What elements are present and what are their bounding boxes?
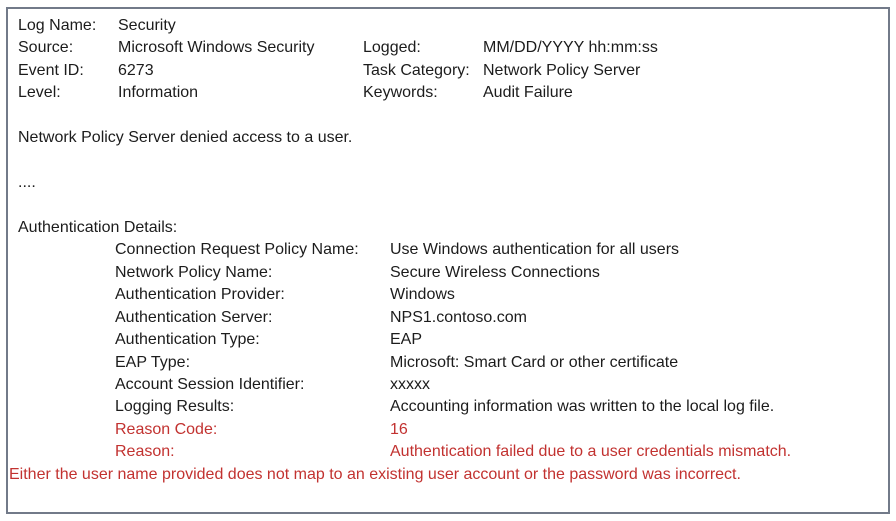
event-id-label: Event ID: <box>18 61 84 79</box>
error-explanation-text: Either the user name provided does not map to an existing user account or the password was incorrect. <box>9 465 741 483</box>
network-policy-name-row <box>8 262 888 284</box>
detail-value: Secure Wireless Connections <box>390 263 600 281</box>
reason-code-row <box>8 419 888 441</box>
keywords-value: Audit Failure <box>483 84 573 102</box>
level-value: Information <box>118 84 199 102</box>
detail-value: 16 <box>390 420 408 438</box>
reason-row <box>8 441 888 463</box>
detail-value: Microsoft: Smart Card or other certificate <box>390 353 679 371</box>
event-id-value: 6273 <box>118 61 154 79</box>
level-row <box>8 82 888 104</box>
spacer-line <box>8 195 888 217</box>
event-description: Network Policy Server denied access to a user. <box>18 129 353 147</box>
task-category-label: Task Category: <box>363 61 470 79</box>
eap-type-row <box>8 352 888 374</box>
source-value: Microsoft Windows Security <box>118 39 315 57</box>
detail-value: Authentication failed due to a user credentials mismatch. <box>390 443 792 461</box>
logging-results-row <box>8 396 888 418</box>
source-label: Source: <box>18 39 74 57</box>
level-label: Level: <box>18 84 61 102</box>
event-id-row <box>8 60 888 82</box>
detail-label: Authentication Server: <box>115 308 273 326</box>
detail-value: Windows <box>390 286 455 304</box>
logged-value: MM/DD/YYYY hh:mm:ss <box>483 39 658 57</box>
detail-label: EAP Type: <box>115 353 191 371</box>
log-name-row <box>8 15 888 37</box>
detail-label: Network Policy Name: <box>115 263 273 281</box>
detail-value: EAP <box>390 331 423 349</box>
keywords-label: Keywords: <box>363 84 438 102</box>
spacer-line <box>8 105 888 127</box>
connection-request-policy-row <box>8 239 888 261</box>
detail-label: Authentication Provider: <box>115 286 285 304</box>
detail-value: NPS1.contoso.com <box>390 308 527 326</box>
account-session-identifier-row <box>8 374 888 396</box>
task-category-value: Network Policy Server <box>483 61 641 79</box>
log-name-value: Security <box>118 17 176 34</box>
detail-value: Use Windows authentication for all users <box>390 241 680 259</box>
detail-label: Reason: <box>115 443 175 461</box>
detail-value: xxxxx <box>390 376 430 393</box>
ellipsis-text: .... <box>18 174 36 192</box>
authentication-type-row <box>8 329 888 351</box>
source-row <box>8 37 888 59</box>
authentication-server-row <box>8 307 888 329</box>
detail-label: Connection Request Policy Name: <box>115 241 359 259</box>
log-name-label: Log Name: <box>18 17 97 34</box>
spacer-line <box>8 150 888 172</box>
authentication-provider-row <box>8 284 888 306</box>
authentication-details-heading: Authentication Details: <box>18 218 178 236</box>
detail-value: Accounting information was written to the local log file. <box>390 398 775 416</box>
detail-label: Reason Code: <box>115 420 218 438</box>
detail-label: Authentication Type: <box>115 331 260 349</box>
event-record-box <box>6 7 890 514</box>
logged-label: Logged: <box>363 39 421 57</box>
detail-label: Logging Results: <box>115 398 235 416</box>
detail-label: Account Session Identifier: <box>115 376 305 393</box>
